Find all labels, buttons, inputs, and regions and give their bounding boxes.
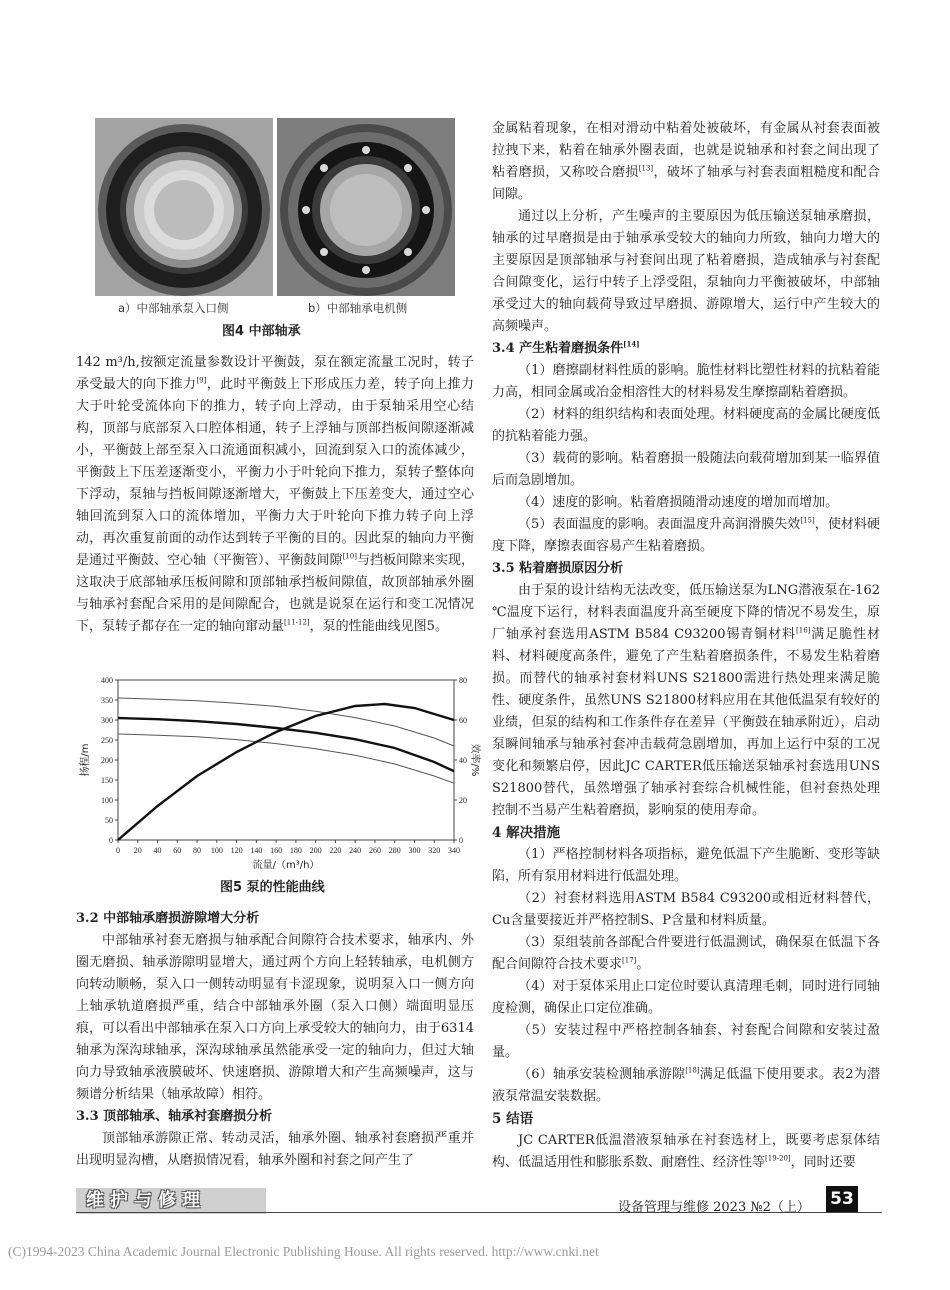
section-3-4-item: （5）表面温度的影响。表面温度升高润滑膜失效[15]，使材料硬度下降，摩擦表面容易产生粘着磨损。 — [492, 516, 880, 554]
section-3-4-item: （3）载荷的影响。粘着磨损一般随法向载荷增加到某一临界值后而急剧增加。 — [492, 451, 880, 488]
left-column-bottom — [76, 908, 474, 1172]
section-5-body: JC CARTER低温潜液泵轴承在衬套选材上，既要考虑泵体结构、低温适用性和膨胀系数、耐磨性、经济性等[19-20]，同时还要 — [492, 1133, 880, 1170]
section-5-heading: 5 结语 — [492, 1111, 534, 1127]
x-tick-label: 60 — [173, 846, 182, 855]
x-tick-label: 120 — [230, 846, 243, 855]
x-tick-label: 80 — [193, 846, 202, 855]
x-tick-label: 100 — [210, 846, 223, 855]
journal-info: 设备管理与维修 2023 №2（上） — [618, 1200, 810, 1215]
x-tick-label: 240 — [349, 846, 362, 855]
figure-5-chart — [76, 672, 480, 872]
section-4-item: （2）衬套材料选用ASTM B584 C93200或相近材料替代，Cu含量要接近并严格控制S、P含量和材料质量。 — [492, 891, 880, 928]
y-tick-label: 100 — [101, 796, 113, 805]
series-line-1 — [118, 698, 454, 746]
plot-frame — [118, 680, 454, 840]
section-4-item: （3）泵组装前各部配合件要进行低温测试，确保泵在低温下各配合间隙符合技术要求[17]。 — [492, 935, 880, 972]
y-tick-label: 400 — [101, 676, 113, 685]
x-tick-label: 300 — [408, 846, 421, 855]
paragraph-adhesion: 金属粘着现象，在相对滑动中粘着处被破坏，有金属从衬套表面被拉拽下来，粘着在轴承外圈表面，也就是说轴承和衬套之间出现了粘着磨损，又称咬合磨损[13]，破坏了轴承与衬套表面粗糙度和配合间隙。 — [492, 121, 880, 202]
y2-tick-label: 0 — [459, 836, 463, 845]
bearing-photo-motor-side — [277, 118, 455, 296]
section-4-item: （5）安装过程中严格控制各轴套、衬套配合间隙和安装过盈量。 — [492, 1023, 880, 1060]
performance-curve-svg — [76, 672, 480, 872]
figure-4a-label: a）中部轴承泵入口侧 — [118, 301, 229, 315]
section-4-heading: 4 解决措施 — [492, 825, 561, 841]
x-tick-label: 20 — [133, 846, 142, 855]
section-4-item: （1）严格控制材料各项指标，避免低温下产生脆断、变形等缺陷，所有泵用材料进行低温处理。 — [492, 847, 880, 884]
section-3-4-list — [492, 360, 880, 558]
y-tick-label: 300 — [101, 716, 113, 725]
section-3-4-item: （1）磨擦副材料性质的影响。脆性材料比塑性材料的抗粘着能力高，相同金属或冶金相溶性大的材料易发生摩擦副粘着磨损。 — [492, 363, 880, 400]
y-tick-label: 0 — [109, 836, 113, 845]
section-4-item: （4）对于泵体采用止口定位时要认真清理毛刺，同时进行同轴度检测，确保止口定位准确。 — [492, 979, 880, 1016]
x-axis-label: 流量/（m³/h） — [252, 860, 320, 871]
y2-tick-label: 20 — [459, 796, 467, 805]
copyright-line: (C)1994-2023 China Academic Journal Electronic Publishing House. All rights reserved. http://www.cnki.net — [8, 1244, 599, 1259]
x-tick-label: 180 — [289, 846, 302, 855]
section-3-5-heading: 3.5 粘着磨损原因分析 — [492, 561, 624, 576]
x-tick-label: 200 — [309, 846, 322, 855]
x-tick-label: 220 — [329, 846, 342, 855]
y2-axis-label: 效率/% — [469, 743, 480, 777]
x-tick-label: 40 — [153, 846, 162, 855]
y-tick-label: 50 — [105, 816, 113, 825]
section-banner: 维护与修理 — [76, 1188, 266, 1214]
section-3-2-body: 中部轴承衬套无磨损与轴承配合间隙符合技术要求，轴承内、外圈无磨损、轴承游隙明显增大，通过两个方向上轻转轴承，电机侧方向转动顺畅，泵入口一侧转动明显有卡涩现象，说明泵入口一侧方向上轴承轨道磨损严重，结合中部轴承外圈（泵入口侧）端面明显压痕，可以看出中部轴承在泵入口方向上承受较大的轴向力，由于6314轴承为深沟球轴承，深沟球轴承虽然能承受一定的轴向力，但过大轴向力导致轴承液膜破坏、快速磨损、游隙增大和产生高频噪声，这与频谱分析结果（轴承故障）相符。 — [76, 933, 474, 1102]
y-axis-label: 扬程/m — [80, 743, 91, 777]
x-tick-label: 260 — [368, 846, 381, 855]
section-3-5-body: 由于泵的设计结构无法改变，低压输送泵为LNG潜液泵在-162 ℃温度下运行，材料表面温度升高至硬度下降的情况不易发生，原厂轴承衬套选用ASTM B584 C93200锡青铜材料[16]满足脆性材料、材料硬度高条件，避免了产生粘着磨损条件，不易发生粘着磨损。而替代的轴承衬套材料UNS S21800需进行热处理来满足脆性、硬度条件，虽然UNS S21800材料应用在其他低温泵有较好的业绩，但泵的结构和工作条件存在差异（平衡鼓在轴承附近），启动泵瞬间轴承与轴承衬套冲击载荷急剧增加，再加上运行中泵的工况变化和频繁启停，因此JC CARTER低压输送泵轴承衬套选用UNS S21800替代，虽然增强了轴承衬套综合机械性能，但衬套热处理控制不当易产生粘着磨损，影响泵的使用寿命。 — [492, 583, 880, 818]
section-4-list — [492, 844, 880, 1108]
section-3-3-body: 顶部轴承游隙正常、转动灵活，轴承外圈、轴承衬套磨损严重并出现明显沟槽，从磨损情况看，轴承外圈和衬套之间产生了 — [76, 1131, 474, 1168]
figure-4-caption: 图4 中部轴承 — [222, 324, 301, 339]
section-3-4-heading: 3.4 产生粘着磨损条件[14] — [492, 339, 640, 356]
y-tick-label: 350 — [101, 696, 113, 705]
y-tick-label: 250 — [101, 736, 113, 745]
left-column-top — [76, 352, 474, 638]
right-column — [492, 118, 880, 1174]
x-tick-label: 340 — [448, 846, 460, 855]
series-line-2 — [118, 734, 454, 783]
figure-4b-label: b）中部轴承电机侧 — [308, 301, 408, 315]
paragraph-balance-drum: 142 m³/h,按额定流量参数设计平衡鼓，泵在额定流量工况时，转子承受最大的向下推力[9]，此时平衡鼓上下形成压力差，转子向上推力大于叶轮受流体向下的推力，转子向上浮动，由于泵轴采用空心结构，顶部与底部泵入口腔体相通，转子上浮轴与顶部挡板间隙逐渐减小，平衡鼓上部至泵入口流通面积减小，回流到泵入口的流体减少，平衡鼓上下压差逐渐变小，平衡力小于叶轮向下推力，泵转子整体向下浮动，泵轴与挡板间隙逐渐增大，平衡鼓上下压差变大，通过空心轴回流到泵入口的流体增加，平衡力大于叶轮向下推力转子向上浮动，再次重复前面的动作达到转子平衡的目的。因此泵的轴向力平衡是通过平衡鼓、空心轴（平衡管）、平衡鼓间隙[10]与挡板间隙来实现，这取决于底部轴承压板间隙和顶部轴承挡板间隙值，故顶部轴承外圈与轴承衬套配合采用的是间隙配合，也就是说泵在运行和变工况情况下，泵转子都存在一定的轴向窜动量[11-12]，泵的性能曲线见图5。 — [76, 355, 474, 634]
y2-tick-label: 80 — [459, 676, 467, 685]
y-tick-label: 200 — [101, 756, 113, 765]
y-tick-label: 150 — [101, 776, 113, 785]
bearing-photo-pump-inlet-side — [95, 118, 273, 296]
y2-tick-label: 40 — [459, 756, 467, 765]
figure-5-caption: 图5 泵的性能曲线 — [220, 880, 325, 895]
paragraph-noise-cause: 通过以上分析，产生噪声的主要原因为低压输送泵轴承磨损，轴承的过早磨损是由于轴承承受较大的轴向力所致，轴向力增大的主要原因是顶部轴承与衬套间出现了粘着磨损，造成轴承与衬套配合间隙变化，运行中转子上浮受阻，泵轴向力平衡被破坏，中部轴承受过大的轴向载荷导致过早磨损、游隙增大，运行中产生较大的高频噪声。 — [492, 209, 880, 334]
series-line-3 — [118, 704, 454, 840]
y2-tick-label: 60 — [459, 716, 467, 725]
page-number: 53 — [826, 1186, 858, 1212]
x-tick-label: 280 — [388, 846, 401, 855]
x-tick-label: 0 — [116, 846, 120, 855]
section-3-4-item: （4）速度的影响。粘着磨损随滑动速度的增加而增加。 — [518, 495, 839, 510]
section-3-2-heading: 3.2 中部轴承磨损游隙增大分析 — [76, 911, 260, 926]
x-tick-label: 140 — [250, 846, 263, 855]
x-tick-label: 320 — [428, 846, 441, 855]
section-4-item: （6）轴承安装检测轴承游隙[18]满足低温下使用要求。表2为潜液泵常温安装数据。 — [492, 1066, 880, 1104]
x-tick-label: 160 — [270, 846, 283, 855]
figure-4-photos — [95, 118, 463, 296]
section-3-4-item: （2）材料的组织结构和表面处理。材料硬度高的金属比硬度低的抗粘着能力强。 — [492, 407, 880, 444]
section-3-3-heading: 3.3 顶部轴承、轴承衬套磨损分析 — [76, 1109, 273, 1124]
